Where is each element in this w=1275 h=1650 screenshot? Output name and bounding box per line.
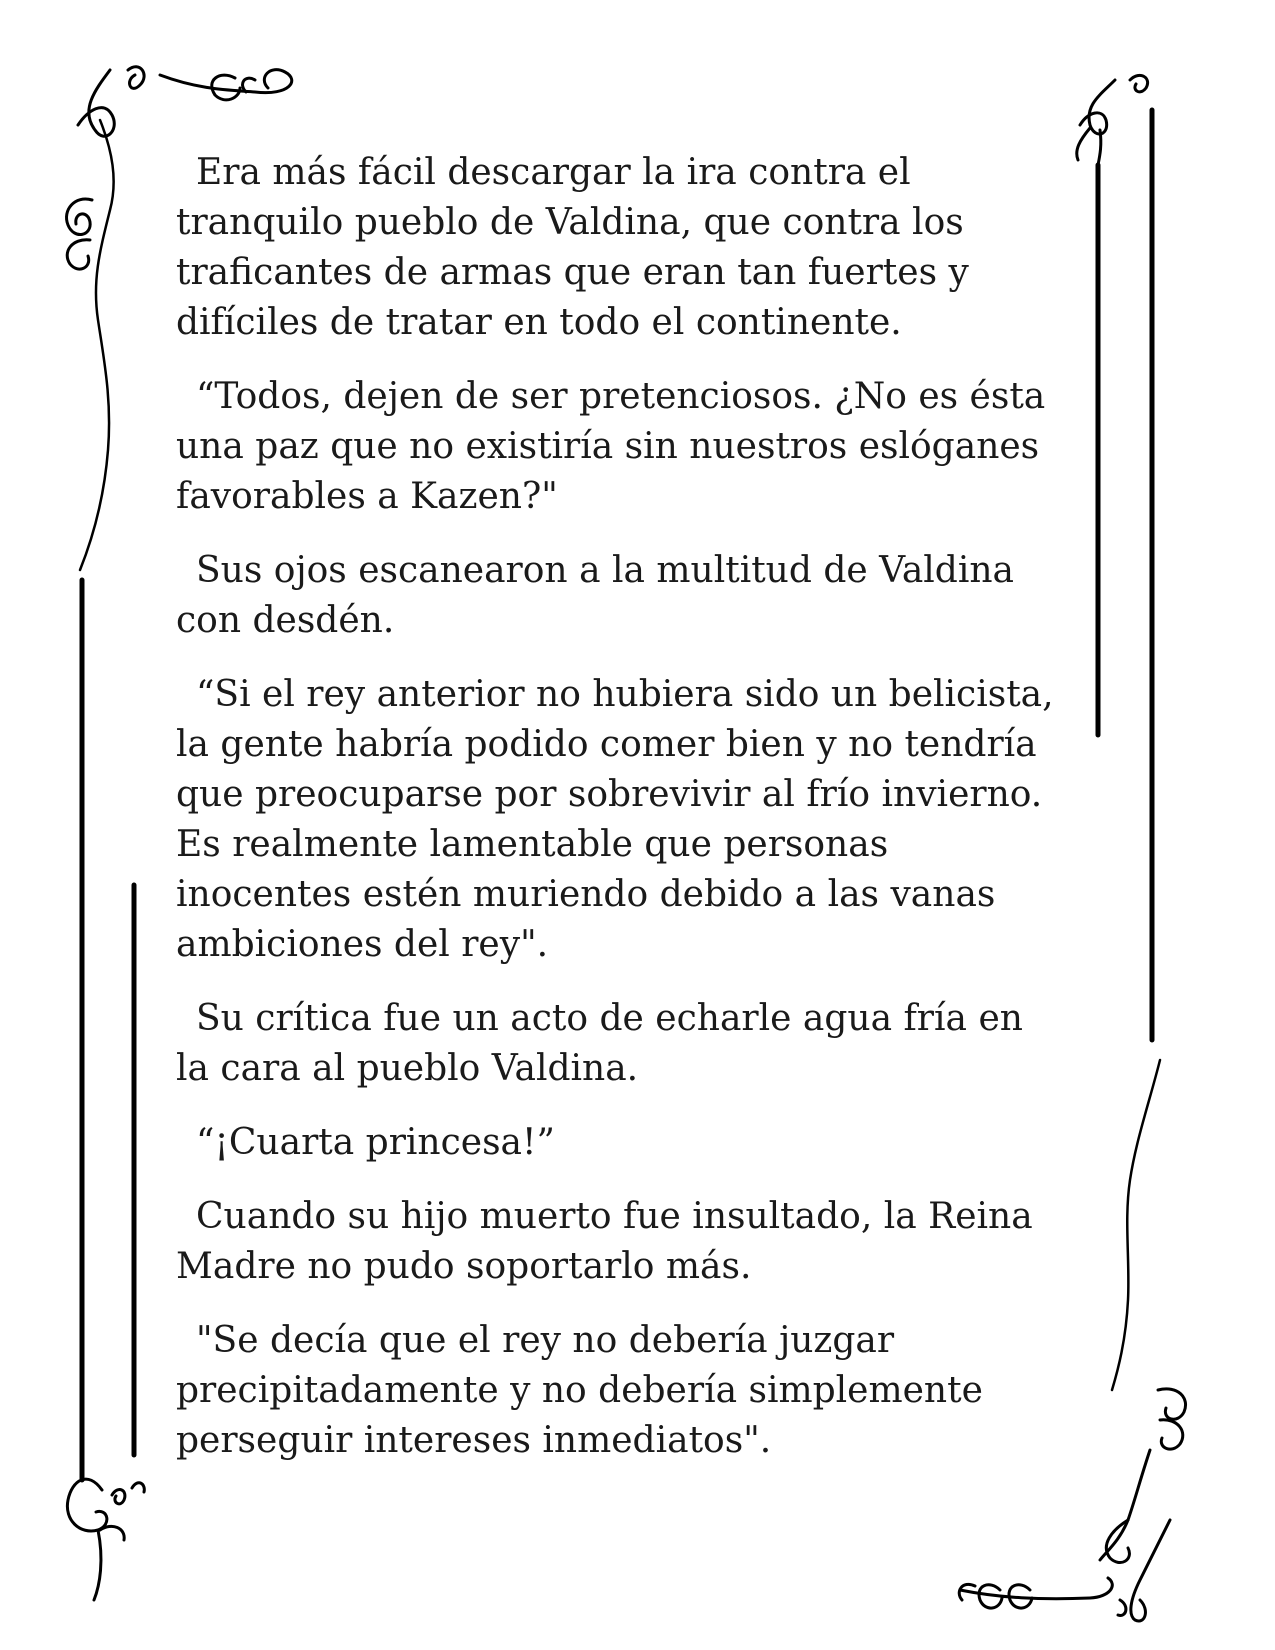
paragraph-1: Era más fácil descargar la ira contra el tranquilo pueblo de Valdina, que contra los traficantes de armas que eran tan fuertes y difíciles de tratar en todo el continente. <box>176 152 969 343</box>
paragraph-2: “Todos, dejen de ser pretenciosos. ¿No es ésta una paz que no existiría sin nuestros eslóganes favorables a Kazen?" <box>176 376 1046 517</box>
bottom-left-flourish-icon <box>67 1479 144 1600</box>
story-text-block <box>176 148 1106 1490</box>
paragraph-4: “Si el rey anterior no hubiera sido un belicista, la gente habría podido comer bien y no tendría que preocuparse por sobrevivir al frío invierno. Es realmente lamentable que personas inocentes estén muriendo debido a las vanas ambiciones del rey". <box>176 674 1054 965</box>
paragraph-8: "Se decía que el rey no debería juzgar precipitadamente y no debería simplemente perseguir intereses inmediatos". <box>176 1320 983 1461</box>
paragraph-3: Sus ojos escanearon a la multitud de Valdina con desdén. <box>176 550 1015 641</box>
paragraph-6: “¡Cuarta princesa!” <box>196 1122 555 1163</box>
paragraph-7: Cuando su hijo muerto fue insultado, la Reina Madre no pudo soportarlo más. <box>176 1196 1033 1287</box>
paragraph-5: Su crítica fue un acto de echarle agua fría en la cara al pueblo Valdina. <box>176 998 1023 1089</box>
